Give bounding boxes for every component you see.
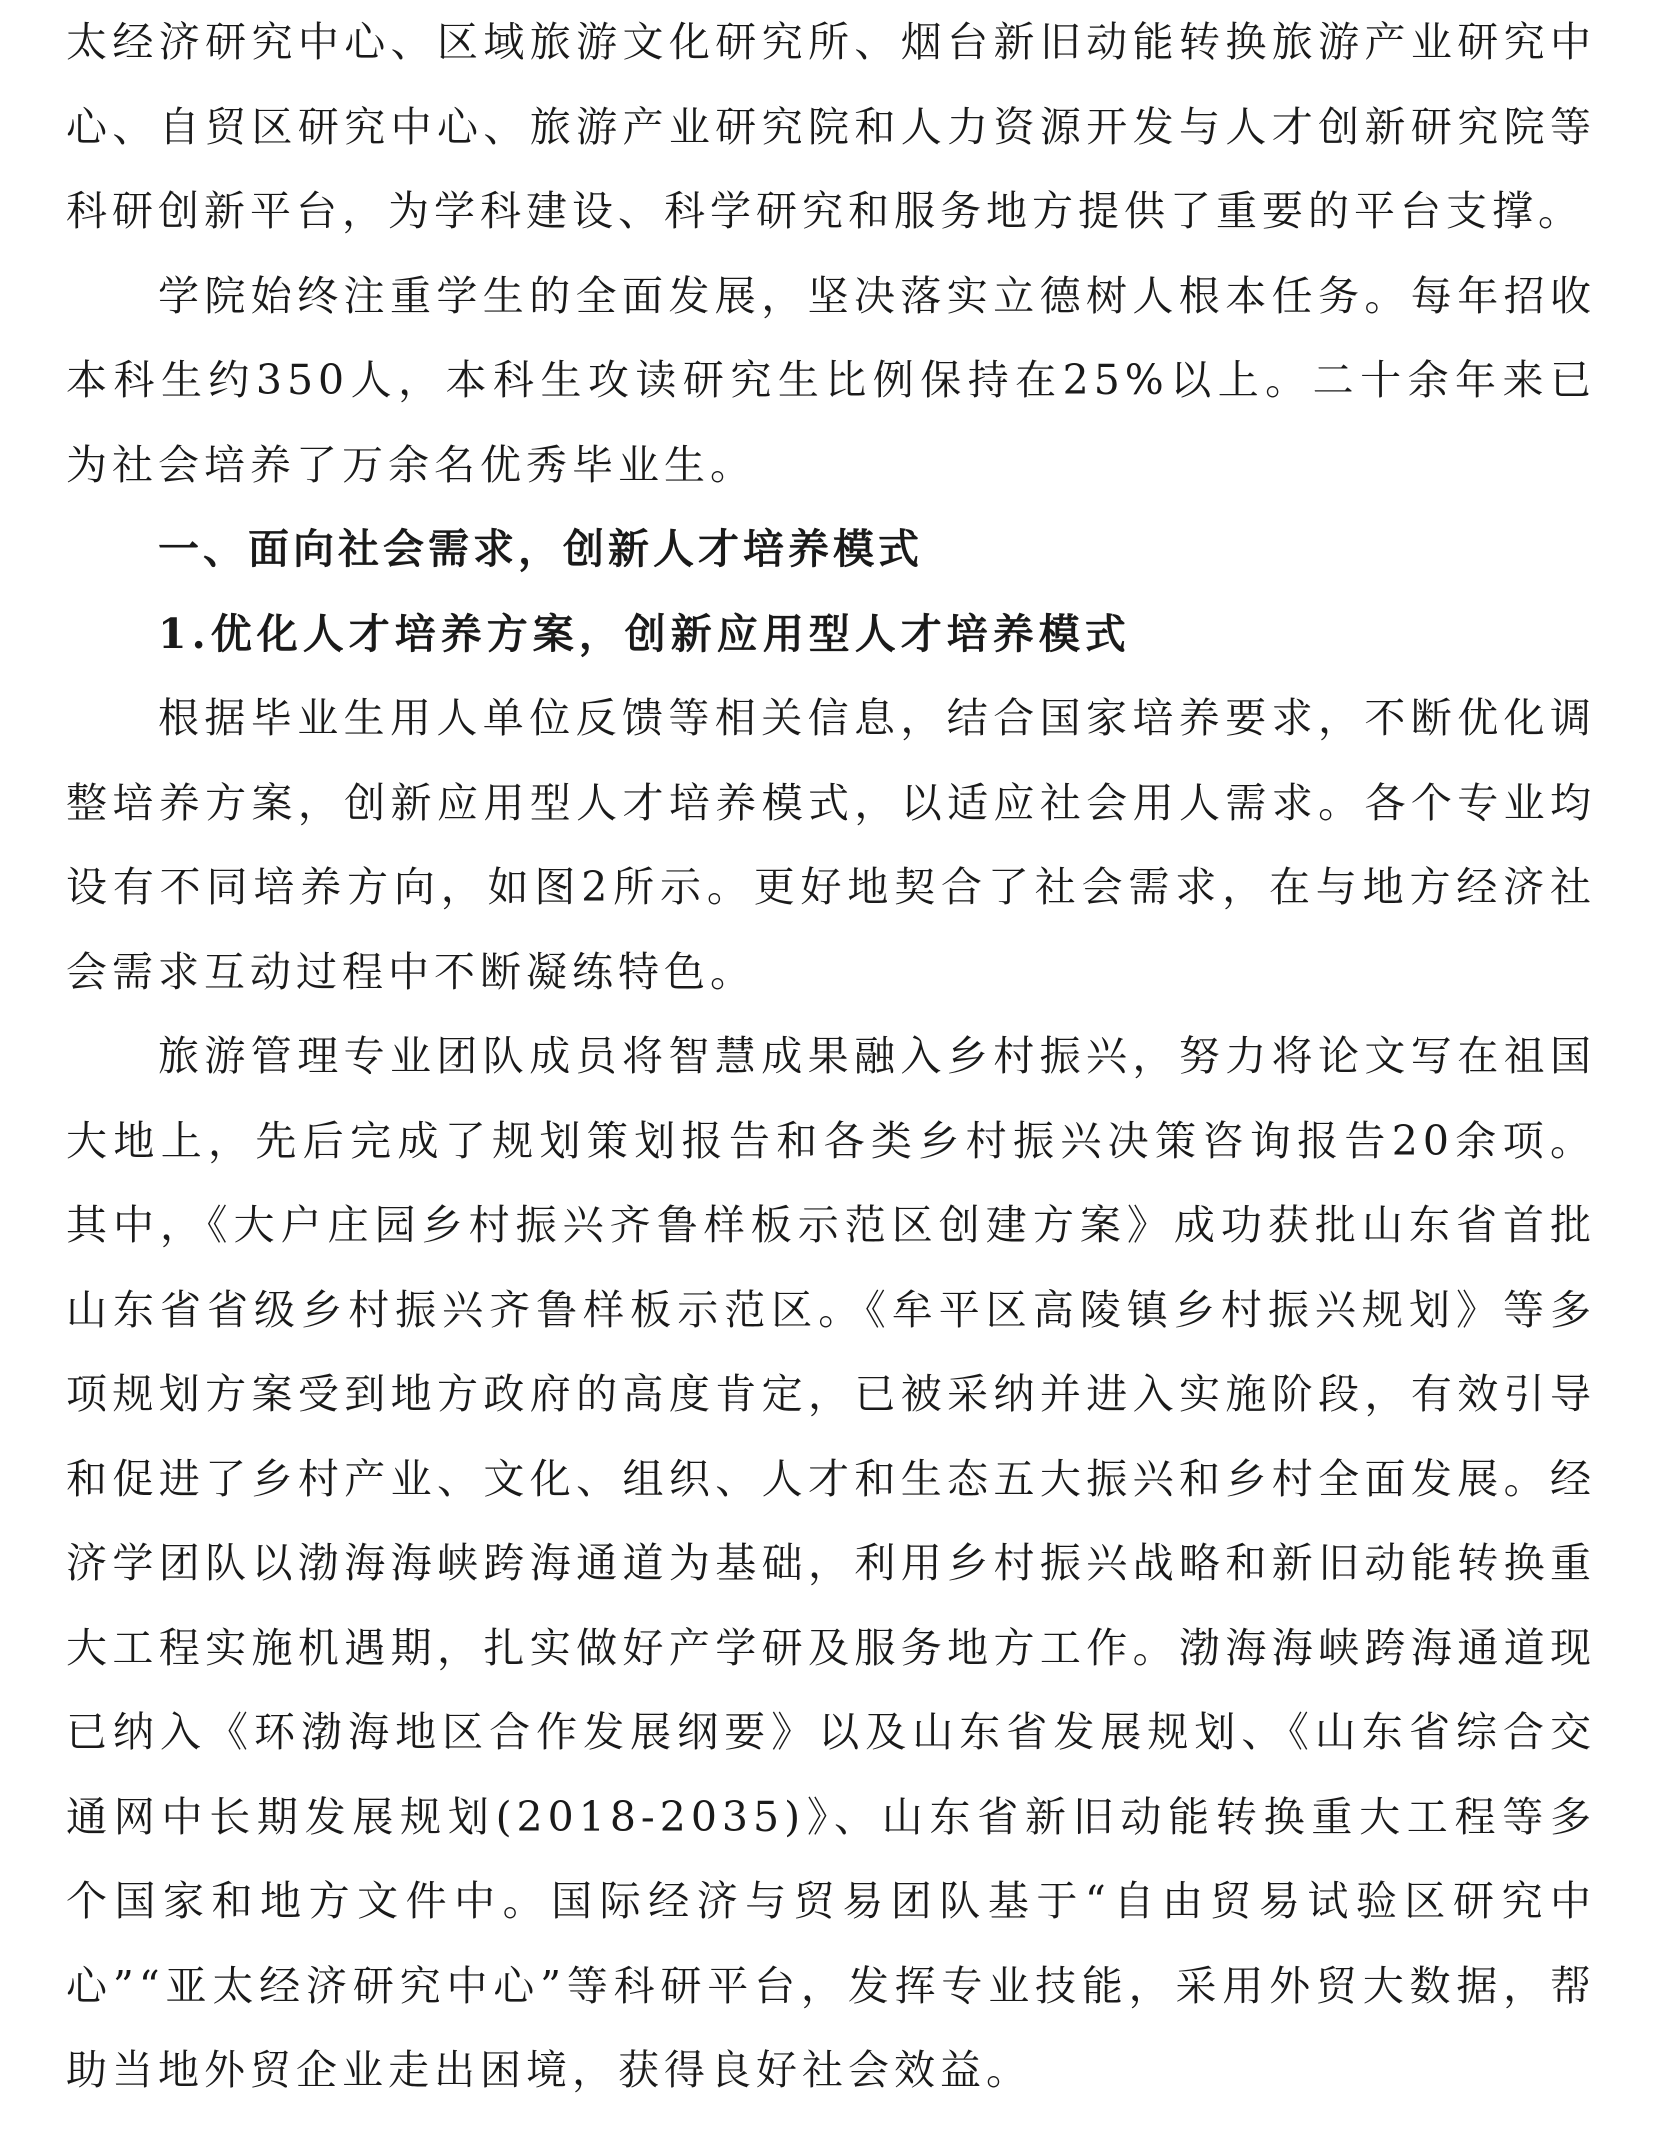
paragraph-rural-revitalization: 旅游管理专业团队成员将智慧成果融入乡村振兴，努力将论文写在祖国大地上，先后完成了规划策划报告和各类乡村振兴决策咨询报告20余项。其中，《大户庄园乡村振兴齐鲁样板示范区创建方案》成功获批山东省首批山东省省级乡村振兴齐鲁样板示范区。《牟平区高陵镇乡村振兴规划》等多项规划方案受到地方政府的高度肯定，已被采纳并进入实施阶段，有效引导和促进了乡村产业、文化、组织、人才和生态五大振兴和乡村全面发展。经济学团队以渤海海峡跨海通道为基础，利用乡村振兴战略和新旧动能转换重大工程实施机遇期，扎实做好产学研及服务地方工作。渤海海峡跨海通道现已纳入《环渤海地区合作发展纲要》以及山东省发展规划、《山东省综合交通网中长期发展规划(2018-2035)》、山东省新旧动能转换重大工程等多个国家和地方文件中。国际经济与贸易团队基于“自由贸易试验区研究中心”“亚太经济研究中心”等科研平台，发挥专业技能，采用外贸大数据，帮助当地外贸企业走出困境，获得良好社会效益。 [66, 1032, 1596, 2094]
subsection-heading: 1.优化人才培养方案，创新应用型人才培养模式 [158, 609, 1131, 658]
paragraph-research-platforms: 太经济研究中心、区域旅游文化研究所、烟台新旧动能转换旅游产业研究中心、自贸区研究中心、旅游产业研究院和人力资源开发与人才创新研究院等科研创新平台，为学科建设、科学研究和服务地方提供了重要的平台支撑。 [66, 18, 1596, 235]
section-heading: 一、面向社会需求，创新人才培养模式 [158, 525, 923, 573]
paragraph-training-plan: 根据毕业生用人单位反馈等相关信息，结合国家培养要求，不断优化调整培养方案，创新应用型人才培养模式，以适应社会用人需求。各个专业均设有不同培养方向，如图2所示。更好地契合了社会需求，在与地方经济社会需求互动过程中不断凝练特色。 [66, 694, 1596, 996]
document-page [66, 0, 1596, 2113]
paragraph-student-development: 学院始终注重学生的全面发展，坚决落实立德树人根本任务。每年招收本科生约350人，本科生攻读研究生比例保持在25%以上。二十余年来已为社会培养了万余名优秀毕业生。 [66, 271, 1596, 489]
